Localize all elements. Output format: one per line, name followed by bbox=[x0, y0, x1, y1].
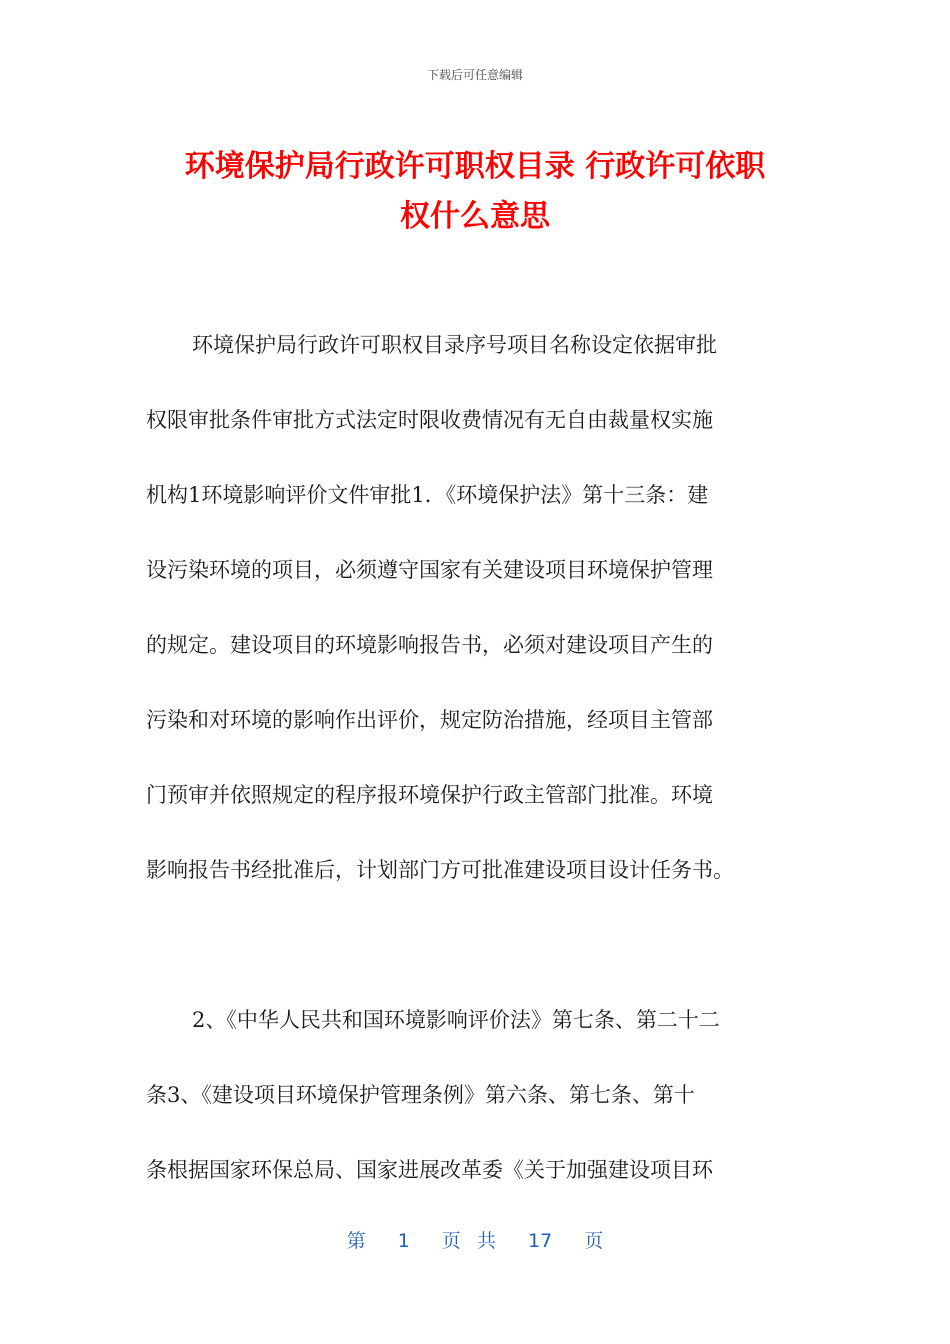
paragraph-line: 权限审批条件审批方式法定时限收费情况有无自由裁量权实施 bbox=[146, 408, 713, 432]
title-line-2: 权什么意思 bbox=[400, 199, 550, 234]
paragraph-line: 机构1环境影响评价文件审批1．《环境保护法》第十三条：建 bbox=[146, 483, 709, 507]
paragraph-line: 环境保护局行政许可职权目录序号项目名称设定依据审批 bbox=[192, 333, 717, 357]
page-footer bbox=[0, 1226, 950, 1253]
paragraph-2 bbox=[146, 983, 806, 1208]
page-number: 第 1 页 共 17 页 bbox=[346, 1230, 604, 1252]
paragraph-line: 设污染环境的项目，必须遵守国家有关建设项目环境保护管理 bbox=[146, 558, 713, 582]
title-line-1: 环境保护局行政许可职权目录 行政许可依职 bbox=[184, 149, 766, 184]
paragraph-line: 的规定。建设项目的环境影响报告书，必须对建设项目产生的 bbox=[146, 633, 713, 657]
header-note: 下载后可任意编辑 bbox=[426, 68, 523, 82]
paragraph-line: 影响报告书经批准后，计划部门方可批准建设项目设计任务书。 bbox=[146, 858, 734, 882]
document-title bbox=[130, 142, 820, 242]
paragraph-line: 条3、《建设项目环境保护管理条例》第六条、第七条、第十 bbox=[146, 1083, 695, 1107]
paragraph-1 bbox=[146, 308, 806, 908]
paragraph-line: 门预审并依照规定的程序报环境保护行政主管部门批准。环境 bbox=[146, 783, 713, 807]
paragraph-line: 条根据国家环保总局、国家进展改革委《关于加强建设项目环 bbox=[146, 1158, 713, 1182]
paragraph-line: 2、《中华人民共和国环境影响评价法》第七条、第二十二 bbox=[192, 1008, 720, 1032]
paragraph-line: 污染和对环境的影响作出评价，规定防治措施，经项目主管部 bbox=[146, 708, 713, 732]
